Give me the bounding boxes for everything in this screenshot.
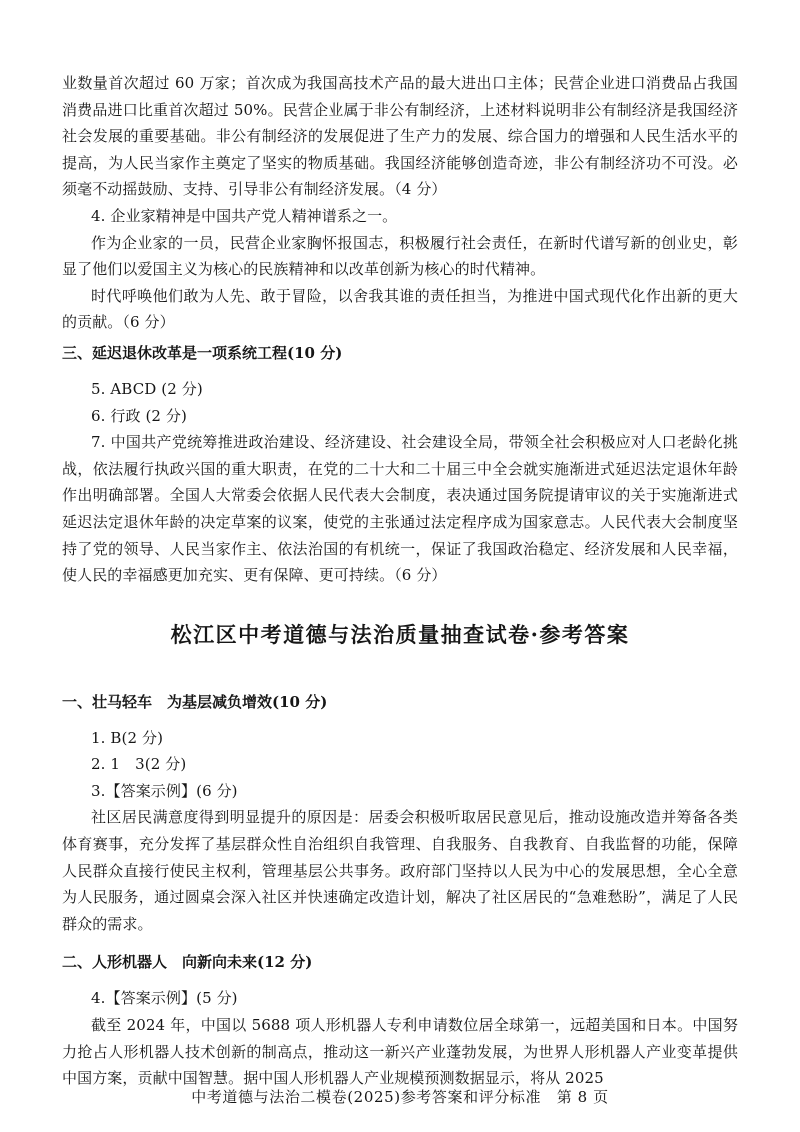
page-footer: 中考道德与法治二模卷(2025)参考答案和评分标准 第 8 页	[191, 1088, 609, 1106]
question-7-answer: 7. 中国共产党统筹推进政治建设、经济建设、社会建设全局，带领全社会积极应对人口老龄化挑战，依法履行执政兴国的重大职责，在党的二十大和二十届三中全会就实施渐进式延迟法定退休年龄作出明确部署。全国人大常委会依据人民代表大会制度，表决通过国务院提请审议的关于实施渐进式延迟法定退休年龄的决定草案的议案，使党的主张通过法定程序成为国家意志。人民代表大会制度坚持了党的领导、人民当家作主、依法治国的有机统一，保证了我国政治稳定、经济发展和人民幸福，使人民的幸福感更加充实、更有保障、更可持续。（6 分）	[62, 433, 738, 585]
question-3-answer: 社区居民满意度得到明显提升的原因是：居委会积极听取居民意见后，推动设施改造并筹备各类体育赛事，充分发挥了基层群众性自治组织自我管理、自我服务、自我教育、自我监督的功能，保障人民群众直接行使民主权利，管理基层公共事务。政府部门坚持以人民为中心的发展思想，全心全意为人民服务，通过圆桌会深入社区并快速确定改造计划，解决了社区居民的“急难愁盼”，满足了人民群众的需求。	[62, 808, 738, 933]
question-5-answer: 5. ABCD (2 分)	[91, 379, 203, 398]
question-3-label: 3.【答案示例】(6 分)	[91, 781, 238, 800]
question-4-answer: 4. 企业家精神是中国共产党人精神谱系之一。	[91, 206, 398, 225]
document-title: 松江区中考道德与法治质量抽查试卷·参考答案	[170, 621, 630, 647]
question-2-answer: 2. 1 3(2 分)	[91, 755, 187, 774]
continued-paragraph: 业数量首次超过 60 万家；首次成为我国高技术产品的最大进出口主体；民营企业进口消费品占我国消费品进口比重首次超过 50%。民营企业属于非公有制经济，上述材料说明非公有制经济是我国经济社会发展的重要基础。非公有制经济的发展促进了生产力的发展、综合国力的增强和人民生活水平的提高，为人民当家作主奠定了坚实的物质基础。我国经济能够创造奇迹，非公有制经济功不可没。必须毫不动摇鼓励、支持、引导非公有制经济发展。（4 分）	[62, 74, 738, 199]
section-1-heading: 一、壮马轻车 为基层减负增效(10 分)	[62, 692, 328, 711]
question-1-answer: 1. B(2 分)	[91, 728, 164, 747]
section-2-heading: 二、人形机器人 向新向未来(12 分)	[62, 953, 313, 972]
question-4-paragraph-2: 时代呼唤他们敢为人先、敢于冒险，以舍我其谁的责任担当，为推进中国式现代化作出新的更大的贡献。（6 分）	[62, 286, 738, 332]
section-3-heading: 三、延迟退休改革是一项系统工程(10 分)	[62, 343, 343, 362]
question-6-answer: 6. 行政 (2 分)	[91, 406, 187, 425]
question-4-paragraph-1: 作为企业家的一员，民营企业家胸怀报国志，积极履行社会责任，在新时代谱写新的创业史，彰显了他们以爱国主义为核心的民族精神和以改革创新为核心的时代精神。	[62, 233, 738, 279]
question-4b-label: 4.【答案示例】(5 分)	[91, 989, 238, 1008]
question-4b-answer: 截至 2024 年，中国以 5688 项人形机器人专利申请数位居全球第一，远超美国和日本。中国努力抢占人形机器人技术创新的制高点，推动这一新兴产业蓬勃发展，为世界人形机器人产业变革提供中国方案，贡献中国智慧。据中国人形机器人产业规模预测数据显示，将从 2025	[62, 1016, 738, 1088]
